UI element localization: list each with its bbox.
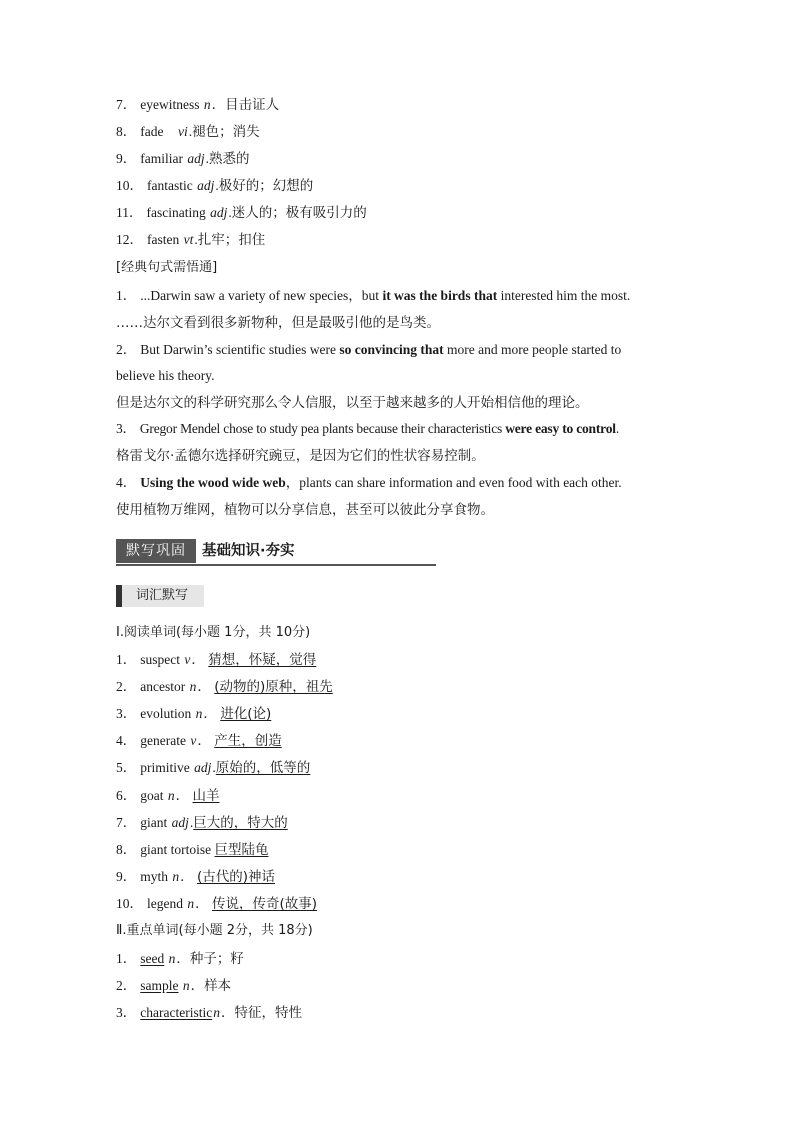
sentence-1: 1． ...Darwin saw a variety of new species，but it was the birds that interested him the most. (116, 288, 631, 303)
answer-text: 巨型陆龟 (214, 842, 269, 858)
sentence-2-translation: 但是达尔文的科学研究那么令人信服，以至于越来越多的人开始相信他的理论。 (116, 395, 589, 411)
part2-item: 3． characteristicn．特征，特性 (116, 1005, 302, 1021)
sentence-3-translation: 格雷戈尔·孟德尔选择研究豌豆，是因为它们的性状容易控制。 (116, 448, 485, 464)
vocab-item-11: 11． fascinating adj.迷人的；极有吸引力的 (116, 205, 367, 221)
vocab-meaning: 目击证人 (225, 97, 280, 113)
answer-text: characteristic (140, 1005, 213, 1020)
answer-text: 山羊 (192, 788, 220, 804)
vocab-item-10: 10． fantastic adj.极好的；幻想的 (116, 178, 314, 194)
answer-text: sample (140, 978, 179, 993)
vocab-meaning: 迷人的；极有吸引力的 (231, 205, 367, 221)
answer-text: 巨大的，特大的 (193, 815, 288, 831)
vocab-meaning: 熟悉的 (209, 151, 250, 167)
vocab-word: fade (140, 124, 164, 139)
vocab-word: eyewitness (140, 97, 200, 112)
answer-text: 传说，传奇(故事) (212, 896, 318, 912)
answer-text: seed (140, 951, 165, 966)
word-meaning: 种子；籽 (189, 951, 244, 967)
section-header (116, 539, 436, 565)
sentence-1-translation: ……达尔文看到很多新物种，但是最吸引他的是鸟类。 (116, 315, 440, 331)
sentence-4: 4． Using the wood wide web，plants can share information and even food with each other. (116, 475, 622, 490)
section-divider (116, 564, 436, 566)
part1-item: 2． ancestor n． (动物的)原种，祖先 (116, 679, 333, 695)
answer-text: (动物的)原种，祖先 (214, 679, 333, 695)
part1-item: 6． goat n． 山羊 (116, 788, 220, 804)
reading-word: giant tortoise (140, 842, 212, 857)
reading-word: legend (147, 896, 183, 911)
word-meaning: 样本 (204, 978, 232, 994)
reading-word: goat (140, 788, 164, 803)
vocab-word: fasten (147, 232, 180, 247)
sentence-3: 3． Gregor Mendel chose to study pea plants because their characteristics were easy to control. (116, 421, 619, 436)
reading-word: evolution (140, 706, 192, 721)
vocab-item-9: 9． familiar adj.熟悉的 (116, 151, 250, 167)
answer-text: 进化(论) (220, 706, 272, 722)
sentence-4-translation: 使用植物万维网，植物可以分享信息，甚至可以彼此分享食物。 (116, 502, 494, 518)
reading-word: ancestor (140, 679, 186, 694)
part1-heading: Ⅰ.阅读单词(每小题 1分，共 10分) (116, 625, 311, 640)
sentences-heading: [经典句式需悟通] (116, 260, 218, 275)
part1-item: 8． giant tortoise 巨型陆龟 (116, 842, 269, 858)
section-tag: 默写巩固 (116, 539, 196, 563)
reading-word: primitive (140, 760, 190, 775)
vocab-item-7: 7． eyewitness n．目击证人 (116, 97, 280, 113)
vocab-meaning: 褪色；消失 (192, 124, 260, 140)
reading-word: suspect (140, 652, 180, 667)
part1-item: 10． legend n． 传说，传奇(故事) (116, 896, 318, 912)
part-of-speech: adj (210, 205, 228, 220)
part1-item: 9． myth n． (古代的)神话 (116, 869, 276, 885)
part1-item: 1． suspect v． 猜想，怀疑，觉得 (116, 652, 317, 668)
word-meaning: 特征，特性 (234, 1005, 302, 1021)
part2-item: 2． sample n．样本 (116, 978, 232, 994)
vocab-item-8: 8． fade vi.褪色；消失 (116, 124, 260, 140)
answer-text: (古代的)神话 (197, 869, 276, 885)
part-of-speech: adj (187, 151, 205, 166)
vocab-meaning: 极好的；幻想的 (218, 178, 314, 194)
section-title: 基础知识·夯实 (202, 543, 295, 559)
vocab-meaning: 扎牢；扣住 (197, 232, 266, 248)
vocab-word: familiar (140, 151, 183, 166)
part2-item: 1． seed n．种子；籽 (116, 951, 244, 967)
reading-word: generate (140, 733, 186, 748)
part-of-speech: vt (183, 232, 194, 247)
part-of-speech: adj (197, 178, 215, 193)
part-of-speech: vi (177, 124, 188, 139)
reading-word: giant (140, 815, 168, 830)
subsection-tag (116, 585, 204, 607)
vocab-word: fascinating (146, 205, 206, 220)
part-of-speech: n (203, 97, 211, 112)
part1-item: 3． evolution n． 进化(论) (116, 706, 272, 722)
answer-text: 产生，创造 (214, 733, 282, 749)
subsection-bar (116, 585, 122, 607)
vocab-item-12: 12． fasten vt.扎牢；扣住 (116, 232, 266, 248)
vocab-word: fantastic (147, 178, 193, 193)
part1-item: 7． giant adj.巨大的，特大的 (116, 815, 288, 831)
sentence-2-continuation: believe his theory. (116, 368, 215, 383)
subsection-label: 词汇默写 (136, 588, 189, 603)
part2-heading: Ⅱ.重点单词(每小题 2分，共 18分) (116, 923, 313, 938)
sentence-2: 2． But Darwin’s scientific studies were so convincing that more and more people started to (116, 342, 622, 357)
part1-item: 4． generate v． 产生，创造 (116, 733, 282, 749)
answer-text: 原始的，低等的 (215, 760, 311, 776)
reading-word: myth (140, 869, 169, 884)
part1-item: 5． primitive adj.原始的，低等的 (116, 760, 311, 776)
answer-text: 猜想，怀疑，觉得 (208, 652, 317, 668)
